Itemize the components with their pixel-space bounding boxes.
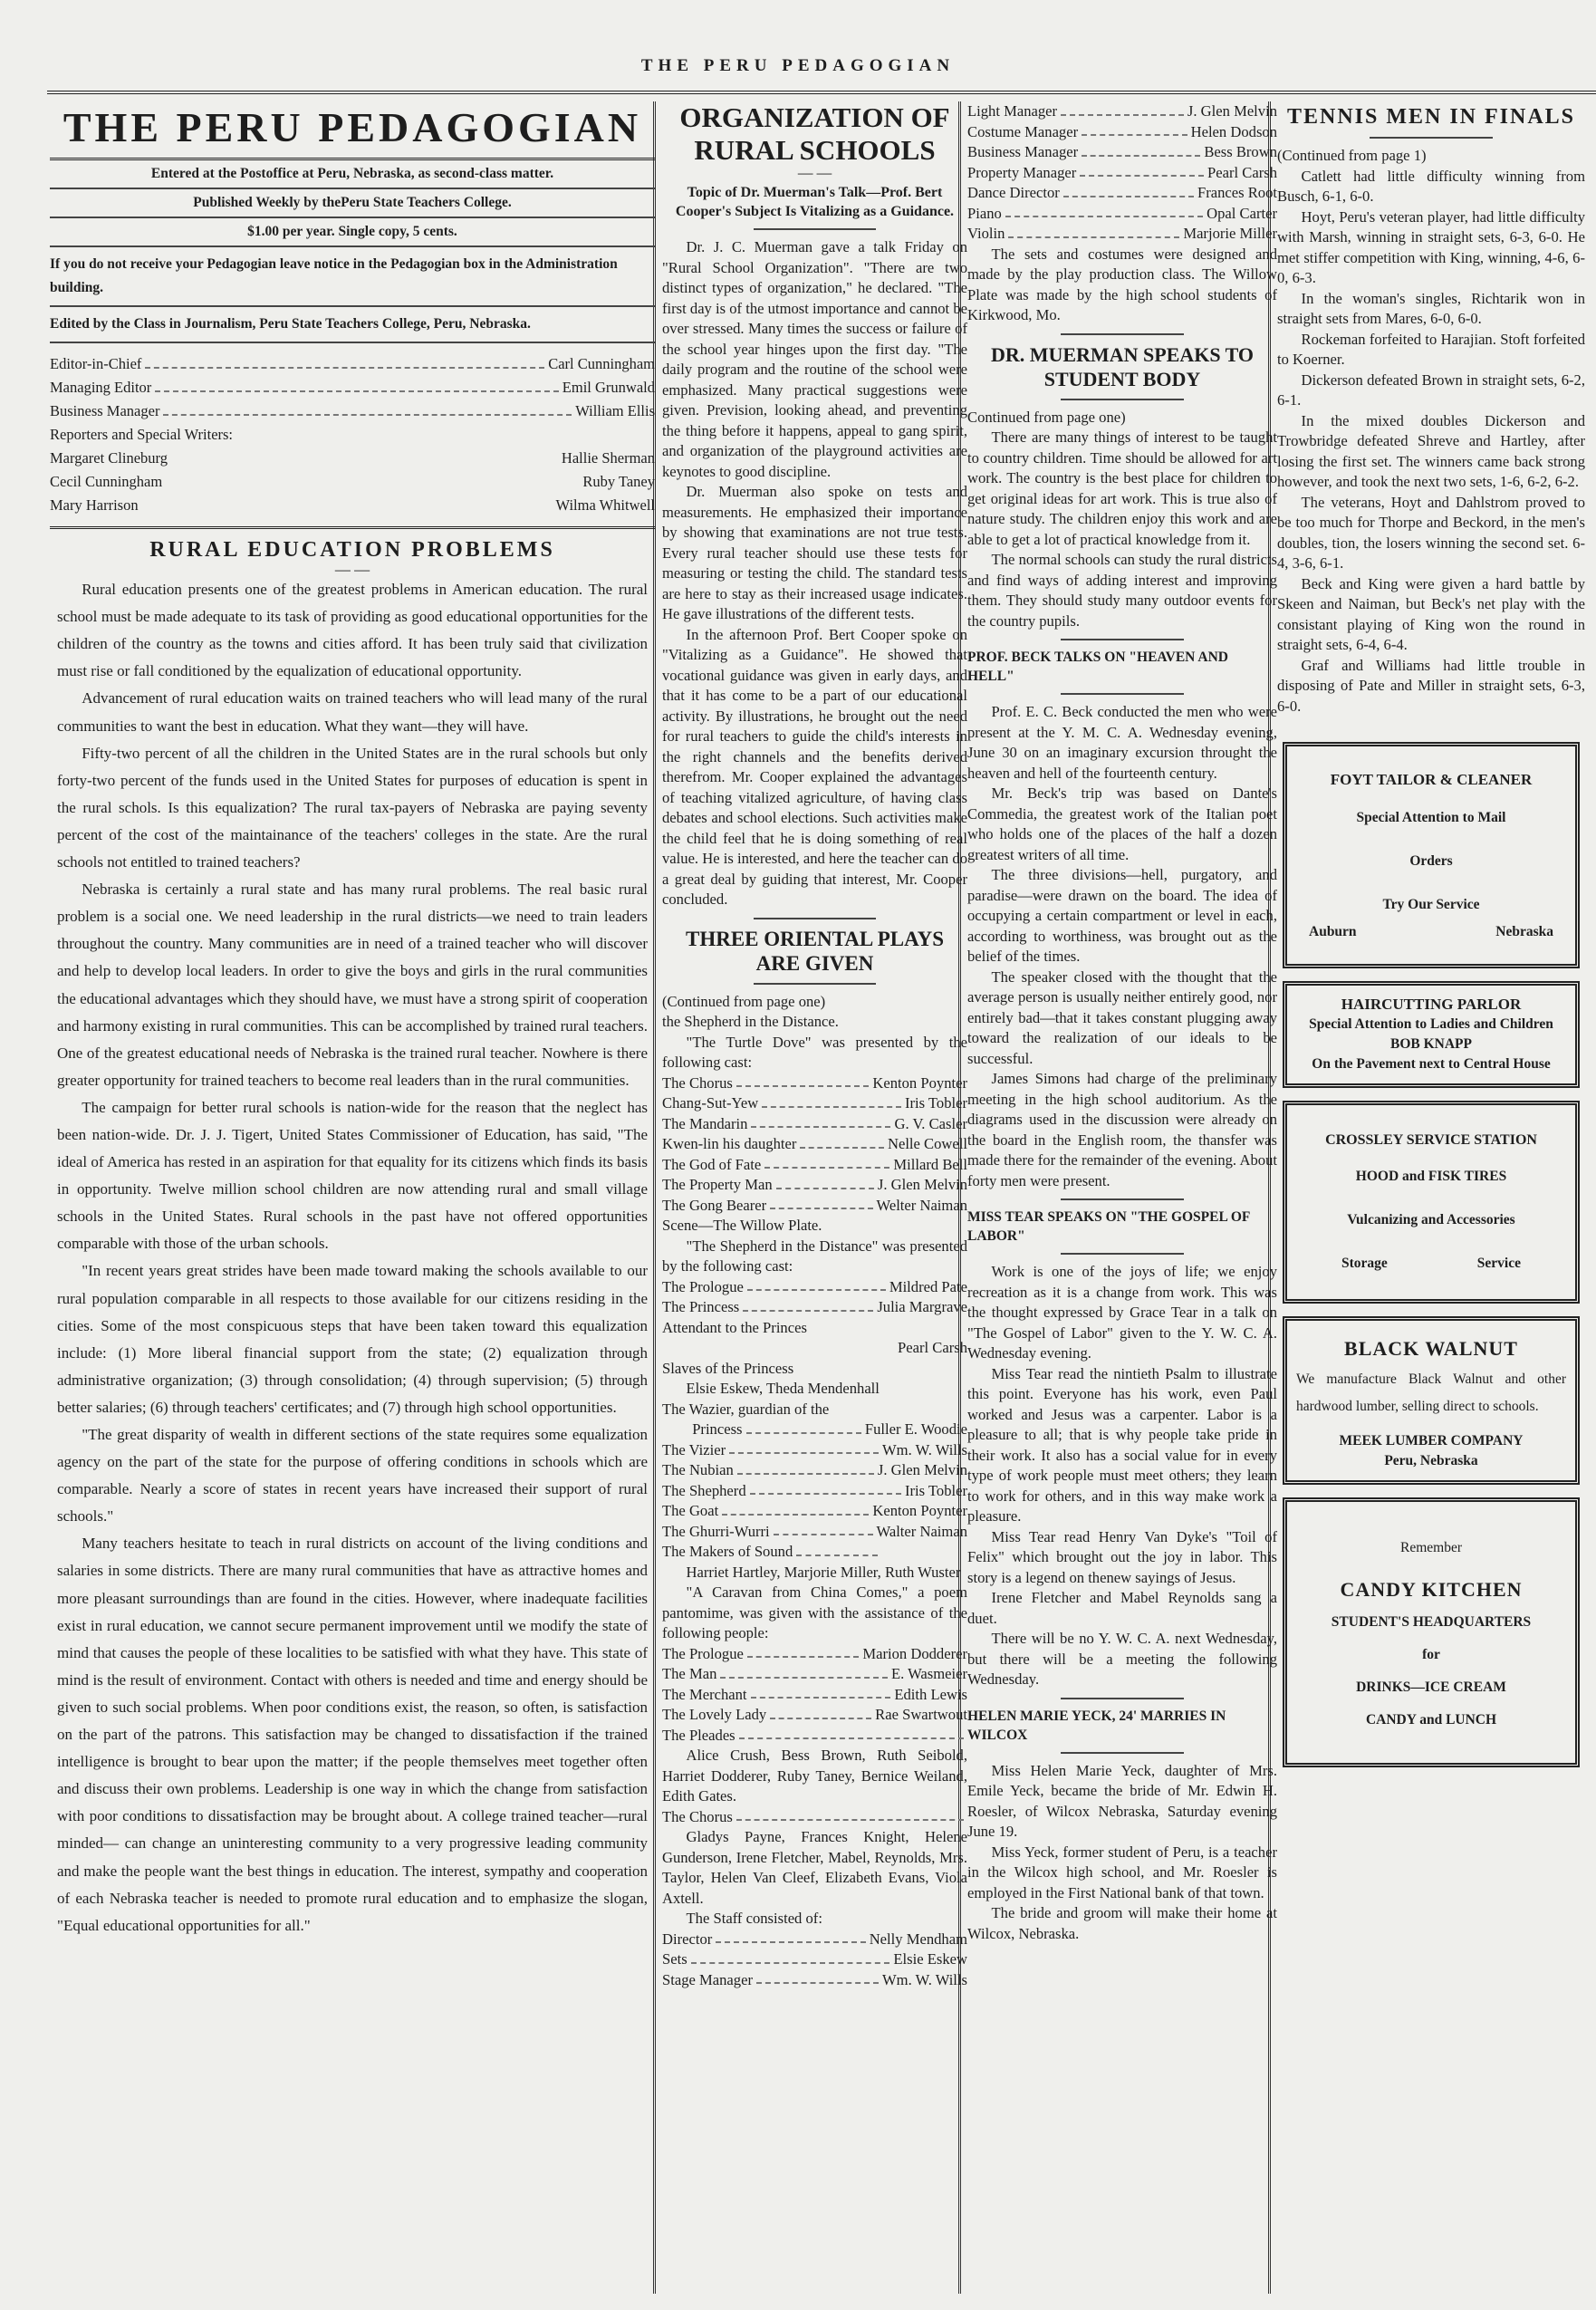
cast-row: Sets Elsie Eskew xyxy=(662,1950,967,1968)
article-title: HELEN MARIE YECK, 24' MARRIES IN WILCOX xyxy=(967,1708,1226,1743)
staff-row: Managing Editor Emil Grunwald xyxy=(50,376,655,399)
cast-row: The Pleades xyxy=(662,1726,967,1747)
cast-row: Princess Fuller E. Woodie xyxy=(692,1420,967,1438)
article-subtitle: Topic of Dr. Muerman's Talk—Prof. Bert Cooper's Subject Is Vitalizing as a Guidance. xyxy=(675,185,955,219)
masthead-published: Published Weekly by thePeru State Teachers College. xyxy=(50,189,655,218)
column-2: ORGANIZATION OF RURAL SCHOOLS — — Topic of Dr. Muerman's Talk—Prof. Bert Cooper's Subject Is Vitalizing as a Guidance. Dr. J. C. Muerman gave a talk Friday on "Rural School Organization". "There are two distinct types of organization," he declared. "The first day is of the utmost importance and cannot be over stressed. Many times the success or failure of the school year hinges upon the first day. "The daily program and the routine of the school were emphasized. Many practical suggestions were given. Prevision, looking ahead, and preventing the thing before it happens, appeal to gang spirit, and organization of the playground activities are keynotes to good discipline. Dr. Muerman also spoke on tests and measurements. He emphasized their importance by showing that examinations are not true tests. Every rural teacher should use these tests for measuring or testing the child. The standard tests are here to stay as their increased usage indicates. He gave illustrations of the different tests. In the afternoon Prof. Bert Cooper spoke on "Vitalizing as a Guidance". He showed that vocational guidance was given in early days, and that it has come to be a part of our educational activity. By illustrations, he brought out the need for rural teachers to guide the child's interests in the right channels and the benefits derived therefrom. Mr. Cooper explained the advantages of teaching vitalized agriculture, of having class debates and school elections. Such activities make the child feel that he is doing something of real value. He is interested, and here the teacher can do a great deal by guiding that interest, Mr. Cooper concluded. THREE ORIENTAL PLAYS ARE GIVEN (Continued from page one) the Shepherd in the Distance. "The Turtle Dove" was presented by the following cast: The Chorus Kenton Poynter Chang-Sut-Yew Iris Tobler The Mandarin G. V. Casler Kwen-lin his daughter Nelle Cowell The God of Fate Millard Bell The Property Man J. Glen Melvin The Gong Bearer Welter Naiman Scene—The Willow Plate. "The Shepherd in the Distance" was presented by the following cast: The Prologue Mildred Pate The Princess Julia Margrave Attendant to the Princes Pearl Carsh Slaves of the Princess Elsie Eskew, Theda Mendenhall The Wazier, guardian of the Princess Fuller E. Woodie The Vizier Wm. W. Wills The Nubian J. Glen Melvin The Shepherd Iris Tobler The Goat Kenton Poynter The Ghurri-Wurri Walter Naiman The Makers of Sound Harriet Hartley, Marjorie Miller, Ruth Wuster "A Caravan from China Comes," a poem pantomime, was given with the assistance of the following people: The Prologue Marion Dodderer The Man E. Wasmeier The Merchant Edith Lewis The Lovely Lady Rae Swartwout The Pleades Alice Crush, Bess Brown, Ruth Seibold, Harriet Dodderer, Ruby Taney, Bernice Weiland, Edith Gates. The Chorus Gladys Payne, Frances Knight, Helene Gunderson, Irene Fletcher, Mabel, Reynolds, Mrs. Taylor, Helen Van Cleef, Elizabeth Evans, Viola Axtell. The Staff consisted of: Director Nelly Mendham Sets Elsie Eskew Stage Manager Wm. W. Wills xyxy=(655,101,975,2294)
reporter-row: Margaret Clineburg Hallie Sherman xyxy=(50,449,655,467)
divider xyxy=(1061,693,1185,695)
cast-row: Kwen-lin his daughter Nelle Cowell xyxy=(662,1135,967,1152)
title-dash: — — xyxy=(334,561,370,579)
divider xyxy=(754,983,876,985)
divider xyxy=(1061,1698,1185,1699)
masthead-title: THE PERU PEDAGOGIAN xyxy=(50,101,655,160)
article-body: Rural education presents one of the greatest problems in American education. The rural school must be made adequate to its task of providing as good educational opportunities for the children of the country as the towns and cities afford. It has been truly said that civilization must rise or fall conditioned by the equalization of educational opportunity. Advancement of rural education waits on trained teachers who will lead many of the rural communities to want the best in education. What they want—they will have. Fifty-two percent of all the children in the United States are in the rural schools but only forty-two percent of the funds used in the United States for purposes of education is spent in the rural schols. Is this equalization? The rural tax-payers of Nebraska are paying seventy percent of the cost of the maintainance of the teachers' colleges in the state. Are the rural schools not entitled to trained teachers? Nebraska is certainly a rural state and has many rural problems. The real basic rural problem is a social one. We need leadership in the rural districts—we need to train leaders throughout the country. Many communities are in need of a trained teacher who will discover and help to develop local leaders. In order to give the boys and girls in the rural communities the educational advantages which they should have, we must have a strong spirit of cooperation and harmony existing in rural communities. This can be accomplished by trained rural teachers. One of the greatest educational needs of Nebraska is the trained rural teacher. Nowhere is there greater opportunity for trained teachers to become real leaders than in the rural communities. The campaign for better rural schools is nation-wide for the reason that the neglect has been nation-wide. Dr. J. J. Tigert, United States Commissioner of Education, has said, "The ideal of America has rested in an aspiration for that equality for its citizens which finds its basis in opportunity. Twelve million school children are now attending rural and small village schools in the United States. Rural schools in the past have not offered opportunities comparable with those of the urban schools. "In recent years great strides have been made toward making the schools available to our rural population comparable in all respects to those available for our citizens residing in the cities. Some of the most conspicuous steps that have been taken toward this equalization include: (1) More liberal financial support from the state; (2) equalization through administrative organization; (3) through consolidation; (4) through supervision; (5) through better salaries; (6) through teachers' certificates; and (7) through high school opportunities. "The great disparity of wealth in different sections of the state requires some equalization agency on the part of the state for the purpose of offering conditions in schools which are comparable. Nearly a score of states in recent years have increased their support of rural schools." Many teachers hesitate to teach in rural districts on account of the living conditions and salaries in some districts. There are many rural communities that have as attractive homes and more pleasant surroundings than are found in the cities. However, where inadequate facilities exist in rural education, we cannot secure permanent improvement until we modify the state of mind that causes the people of these localities to be satisfied with what they have. This state of mind is the result of environment. Contact with others is needed and time and energy should be given to such social problems. When poor conditions exist, the reason, so often, is satisfaction on the part of the patrons. This satisfaction may be changed to dissatisfaction if the trained intelligence is brought to bear upon the matter; if the people themselves meet together often and discuss their own problems. Leadership is one way in which the change from satisfaction with poor conditions to dissatisfaction may be brought about. A college trained teacher—rural minded— can change an uninteresting community to a very progressive leading community and make the people want the best things in education. The interest, sympathy and cooperation of each Nebraska teacher is needed to promote rural education and to emphasize the slogan, "Equal educational opportunities for all." xyxy=(57,581,648,1934)
section-rule xyxy=(50,526,655,529)
column-1 xyxy=(50,101,655,2294)
divider xyxy=(1061,1752,1185,1754)
crew-row: Dance Director Frances Root xyxy=(967,184,1277,201)
running-head: THE PERU PEDAGOGIAN xyxy=(640,56,956,75)
cast-row: The God of Fate Millard Bell xyxy=(662,1155,967,1173)
staff-box xyxy=(50,343,655,517)
cast-row: The Makers of Sound xyxy=(662,1542,967,1563)
cast-row: The Prologue Mildred Pate xyxy=(662,1277,967,1295)
cast-row: The Vizier Wm. W. Wills xyxy=(662,1440,967,1458)
crew-row: Light Manager J. Glen Melvin xyxy=(967,102,1277,120)
article-title: THREE ORIENTAL PLAYS ARE GIVEN xyxy=(685,927,945,975)
article-title: TENNIS MEN IN FINALS xyxy=(1286,105,1576,129)
ad-foyt-tailor: FOYT TAILOR & CLEANER Special Attention to Mail Orders Try Our Service Auburn Nebraska xyxy=(1283,742,1580,968)
cast-row: The Man E. Wasmeier xyxy=(662,1665,967,1682)
divider xyxy=(1061,333,1185,335)
article-title: PROF. BECK TALKS ON "HEAVEN AND HELL" xyxy=(967,650,1228,684)
masthead-entered: Entered at the Postoffice at Peru, Nebraska, as second-class matter. xyxy=(50,160,655,189)
column-3: Light Manager J. Glen Melvin Costume Manager Helen Dodson Business Manager Bess Brown Property Manager Pearl Carsh Dance Director Frances Root Piano Opal Carter Violin Marjorie Miller The sets and costumes were designed and made by the play production class. The Willow Plate was made by the high school students of Kirkwood, Mo. DR. MUERMAN SPEAKS TO STUDENT BODY Continued from page one) There are many things of interest to be taught to country children. Time should be allowed for art work. The country is the best place for children to get original ideas for art work. This is true also of nature study. The children enjoy this work and are able to get a lot of practical knowledge from it. The normal schools can study the rural districts and find ways of adding interest and improving them. They should study many outdoor events for the country pupils. PROF. BECK TALKS ON "HEAVEN AND HELL" Prof. E. C. Beck conducted the men who were present at the Y. M. C. A. Wednesday evening, June 30 on an imaginary excursion throught the heaven and hell of the fourteenth century. Mr. Beck's trip was based on Dante's Commedia, the greatest work of the Italian poet who holds one of the places of the half a dozen greatest writers of all time. The three divisions—hell, purgatory, and paradise—were drawn on the board. The idea of occupying a certain compartment or level in each, according to worthiness, was brought out as the belief of the times. The speaker closed with the thought that the average person is usually neither entirely good, nor entirely bad—that it takes constant plugging away toward the realization of our ideals to be successful. James Simons had charge of the preliminary meeting in the high school auditorium. As the diagrams used in the discussion were already on the board in the English room, the thansfer was made there for the remainder of the evening. About forty men were present. MISS TEAR SPEAKS ON "THE GOSPEL OF LABOR" Work is one of the joys of life; we enjoy recreation as it is a change from work. This was the thought expressed by Grace Tear in a talk on "The Gospel of Labor" given to the Y. W. C. A. Wednesday evening. Miss Tear read the nintieth Psalm to illustrate this point. Everyone has his work, even Paul worked and Jesus was a carpenter. Labor is a pleasure to all; that is why people take pride in their work. It also has a social value for in every type of work people must meet others; they learn to work for others, and in this way make work a pleasure. Miss Tear read Henry Van Dyke's "Toil of Felix" which brought out the joy in labor. This story is a legend on thenew sayings of Jesus. Irene Fletcher and Mabel Reynolds sang a duet. There will be no Y. W. C. A. next Wednesday, but there will be a meeting the following Wednesday. HELEN MARIE YECK, 24' MARRIES IN WILCOX Miss Helen Marie Yeck, daughter of Mrs. Emile Yeck, became the bride of Mr. Edwin H. Roesler, of Wilcox Nebraska, Saturday evening June 19. Miss Yeck, former student of Peru, is a teacher in the Wilcox high school, and Mr. Roesler is employed in the First National bank of that town. The bride and groom will make their home at Wilcox, Nebraska. xyxy=(967,102,1277,1942)
cast-row: The Lovely Lady Rae Swartwout xyxy=(662,1706,967,1723)
article-title: MISS TEAR SPEAKS ON "THE GOSPEL OF LABOR" xyxy=(967,1209,1250,1244)
divider xyxy=(1061,399,1185,400)
cast-row: The Gong Bearer Welter Naiman xyxy=(662,1196,967,1214)
staff-row: Editor-in-Chief Carl Cunningham xyxy=(50,352,655,376)
article-title: DR. MUERMAN SPEAKS TO STUDENT BODY xyxy=(990,342,1255,390)
reporters-label: Reporters and Special Writers: xyxy=(50,426,234,443)
title-dash: — — xyxy=(797,164,832,181)
crew-row: Property Manager Pearl Carsh xyxy=(967,163,1277,181)
divider xyxy=(1370,137,1493,139)
column-4: TENNIS MEN IN FINALS (Continued from page 1) Catlett had little difficulty winning from Busch, 6-1, 6-0. Hoyt, Peru's veteran player, had little difficulty with Marsh, winning in straight sets, 6-3, 6-0. He met stiffer competition with King, winning, 4-6, 6-0, 6-3. In the woman's singles, Richtarik won in straight sets from Mares, 6-0, 6-0. Rockeman forfeited to Harajian. Stoft forfeited to Koerner. Dickerson defeated Brown in straight sets, 6-2, 6-1. In the mixed doubles Dickerson and Trowbridge defeated Shreve and Hartley, after losing the first set. The winners came back strong however, and took the next two sets, 1-6, 6-2, 6-2. The veterans, Hoyt and Dahlstrom proved to be too much for Thorpe and Beckord, in the men's doubles, tion, the losers winning the second set. 6-4, 3-6, 6-1. Beck and King were given a hard battle by Skeen and Naiman, but Beck's net play with the consistant playing of King won the round in straight sets, 6-4, 6-4. Graf and Williams had little trouble in disposing of Pate and Miller in straight sets, 6-3, 6-0. FOYT TAILOR & CLEANER Special Attention to Mail Orders Try Our Service Auburn Nebraska HAIRCUTTING PARLOR Special Attention to Ladies and Children BOB KNAPP On the Pavement next to Central House CROSSLEY SERVICE STATION HOOD and FISK TIRES Vulcanizing and Accessories Storage Service BLACK WALNUT We manufacture Black Walnut and other hardwood lumber, selling direct to schools. MEEK LUMBER COMPANY Peru, Nebraska Remember CANDY KITCHEN STUDENT'S HEADQUARTERS for DRINKS—ICE CREAM CANDY and LUNCH xyxy=(1270,101,1592,2294)
cast-row: Director Nelly Mendham xyxy=(662,1930,967,1948)
cast-row: The Nubian J. Glen Melvin xyxy=(662,1461,967,1478)
ad-candy-kitchen: Remember CANDY KITCHEN STUDENT'S HEADQUARTERS for DRINKS—ICE CREAM CANDY and LUNCH xyxy=(1283,1497,1580,1767)
cast-row: The Shepherd Iris Tobler xyxy=(662,1481,967,1499)
cast-row: The Property Man J. Glen Melvin xyxy=(662,1176,967,1193)
crew-row: Piano Opal Carter xyxy=(967,204,1277,222)
divider xyxy=(1061,1198,1185,1200)
crew-row: Costume Manager Helen Dodson xyxy=(967,122,1277,140)
crew-row: Violin Marjorie Miller xyxy=(967,225,1277,242)
staff-row: Business Manager William Ellis xyxy=(50,399,655,423)
reporter-row: Mary Harrison Wilma Whitwell xyxy=(50,496,655,514)
top-rule xyxy=(47,91,1596,94)
divider xyxy=(1061,1253,1185,1255)
cast-row: The Ghurri-Wurri Walter Naiman xyxy=(662,1522,967,1540)
ad-haircutting-parlor: HAIRCUTTING PARLOR Special Attention to Ladies and Children BOB KNAPP On the Pavement next to Central House xyxy=(1283,981,1580,1088)
masthead-price: $1.00 per year. Single copy, 5 cents. xyxy=(50,218,655,247)
cast-row: The Chorus xyxy=(662,1807,967,1828)
crew-row: Business Manager Bess Brown xyxy=(967,143,1277,160)
divider xyxy=(1061,639,1185,640)
ad-crossley-service: CROSSLEY SERVICE STATION HOOD and FISK TIRES Vulcanizing and Accessories Storage Service xyxy=(1283,1101,1580,1304)
article-title: ORGANIZATION OF RURAL SCHOOLS xyxy=(679,101,950,166)
divider xyxy=(754,918,876,919)
cast-row: The Chorus Kenton Poynter xyxy=(662,1073,967,1092)
cast-row: Chang-Sut-Yew Iris Tobler xyxy=(662,1094,967,1112)
divider xyxy=(754,228,876,230)
article-title: RURAL EDUCATION PROBLEMS xyxy=(149,538,555,562)
masthead-edited: Edited by the Class in Journalism, Peru State Teachers College, Peru, Nebraska. xyxy=(50,307,655,343)
ad-black-walnut: BLACK WALNUT We manufacture Black Walnut and other hardwood lumber, selling direct to schools. MEEK LUMBER COMPANY Peru, Nebraska xyxy=(1283,1316,1580,1485)
cast-row: Stage Manager Wm. W. Wills xyxy=(662,1970,967,1988)
cast-row: The Princess Julia Margrave xyxy=(662,1298,967,1315)
masthead-notice: If you do not receive your Pedagogian leave notice in the Pedagogian box in the Administration building. xyxy=(50,247,655,307)
cast-row: The Goat Kenton Poynter xyxy=(662,1502,967,1519)
cast-row: The Merchant Edith Lewis xyxy=(662,1685,967,1703)
cast-row: The Mandarin G. V. Casler xyxy=(662,1114,967,1132)
cast-row: The Prologue Marion Dodderer xyxy=(662,1644,967,1662)
reporter-row: Cecil Cunningham Ruby Taney xyxy=(50,473,655,490)
